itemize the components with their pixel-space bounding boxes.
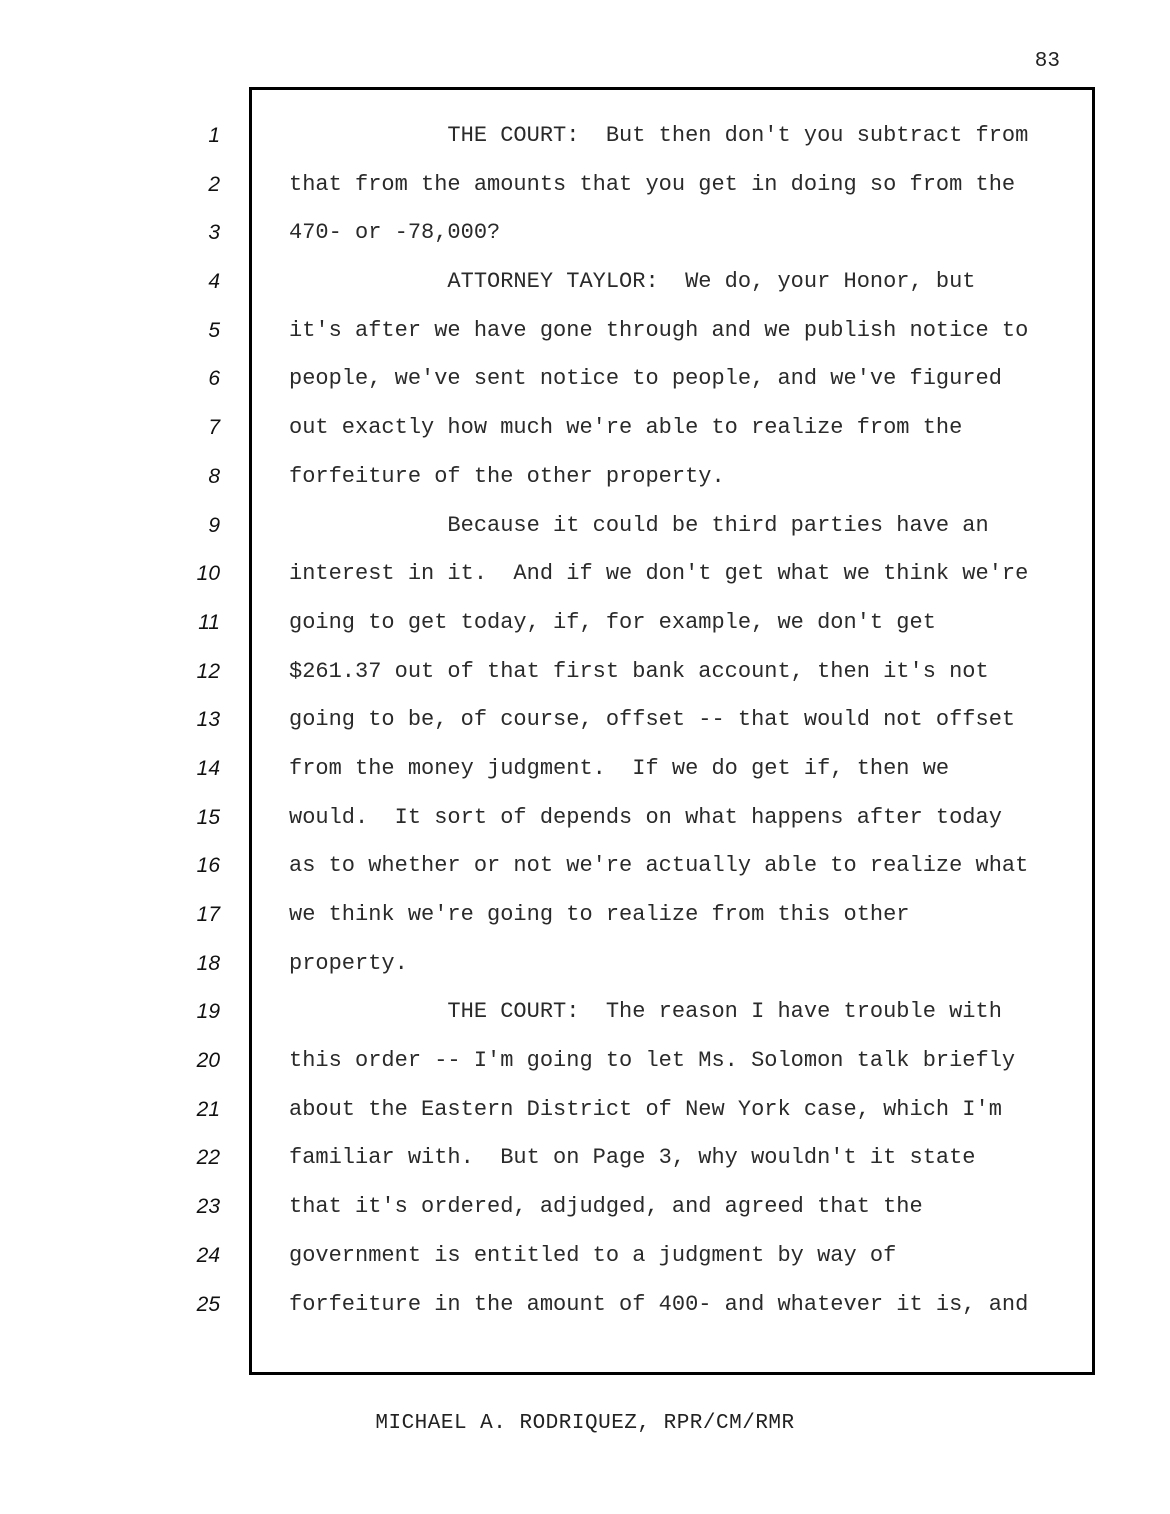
line-number: 7 [208, 416, 220, 440]
transcript-line: we think we're going to realize from this other [289, 902, 910, 927]
line-number: 6 [208, 367, 220, 391]
line-number: 9 [208, 513, 220, 537]
line-number: 21 [196, 1097, 220, 1121]
transcript-line: 470- or -78,000? [289, 220, 501, 246]
transcript-line: it's after we have gone through and we publish notice to [289, 317, 1029, 343]
line-number: 5 [208, 318, 220, 342]
line-number: 23 [196, 1195, 220, 1219]
transcript-line: about the Eastern District of New York case, which I'm [289, 1096, 1002, 1122]
transcript-line: THE COURT: The reason I have trouble with [289, 999, 1002, 1025]
reporter-footer: MICHAEL A. RODRIQUEZ, RPR/CM/RMR [375, 1412, 795, 1435]
transcript-line: going to get today, if, for example, we don't get [289, 609, 936, 635]
transcript-line: property. [289, 950, 408, 976]
line-number: 3 [208, 221, 220, 245]
line-number: 1 [208, 124, 220, 147]
line-number: 10 [196, 562, 220, 586]
line-number: 4 [208, 270, 220, 294]
line-number: 15 [196, 805, 220, 829]
line-number: 17 [196, 903, 220, 926]
transcript-line: interest in it. And if we don't get what we think we're [289, 561, 1029, 587]
line-number: 12 [196, 659, 220, 683]
line-number: 16 [196, 854, 220, 878]
transcript-line: going to be, of course, offset -- that would not offset [289, 707, 1016, 733]
transcript-line: familiar with. But on Page 3, why wouldn't it state [289, 1145, 976, 1171]
transcript-line: as to whether or not we're actually able to realize what [289, 853, 1029, 879]
line-number: 22 [196, 1146, 220, 1170]
transcript-line: THE COURT: But then don't you subtract from [289, 123, 1029, 148]
transcript-line: would. It sort of depends on what happens after today [289, 804, 1002, 830]
transcript-line: this order -- I'm going to let Ms. Solomon talk briefly [289, 1048, 1016, 1074]
line-number: 14 [196, 756, 220, 780]
transcript-line: government is entitled to a judgment by way of [289, 1242, 897, 1268]
page-number: 83 [1034, 50, 1060, 73]
line-number: 2 [208, 172, 220, 196]
transcript-line: from the money judgment. If we do get if, then we [289, 755, 950, 781]
transcript-line: forfeiture in the amount of 400- and whatever it is, and [289, 1291, 1029, 1317]
transcript-line: ATTORNEY TAYLOR: We do, your Honor, but [289, 269, 976, 295]
line-number: 18 [196, 951, 220, 975]
line-number: 19 [196, 1000, 220, 1024]
line-number: 20 [196, 1049, 220, 1073]
transcript-line: out exactly how much we're able to realize from the [289, 415, 963, 441]
transcript-line: people, we've sent notice to people, and we've figured [289, 366, 1002, 392]
line-number: 8 [208, 464, 220, 488]
transcript-line: $261.37 out of that first bank account, then it's not [289, 658, 989, 684]
transcript-text [289, 112, 1079, 1329]
transcript-line: forfeiture of the other property. [289, 463, 725, 489]
line-number: 11 [198, 610, 220, 634]
line-number: 24 [196, 1243, 220, 1267]
line-number-column [160, 112, 220, 1329]
line-number: 13 [196, 708, 220, 732]
transcript-line: that it's ordered, adjudged, and agreed that the [289, 1194, 923, 1220]
transcript-line: Because it could be third parties have an [289, 512, 989, 538]
line-number: 25 [196, 1292, 220, 1316]
transcript-line: that from the amounts that you get in doing so from the [289, 171, 1016, 197]
